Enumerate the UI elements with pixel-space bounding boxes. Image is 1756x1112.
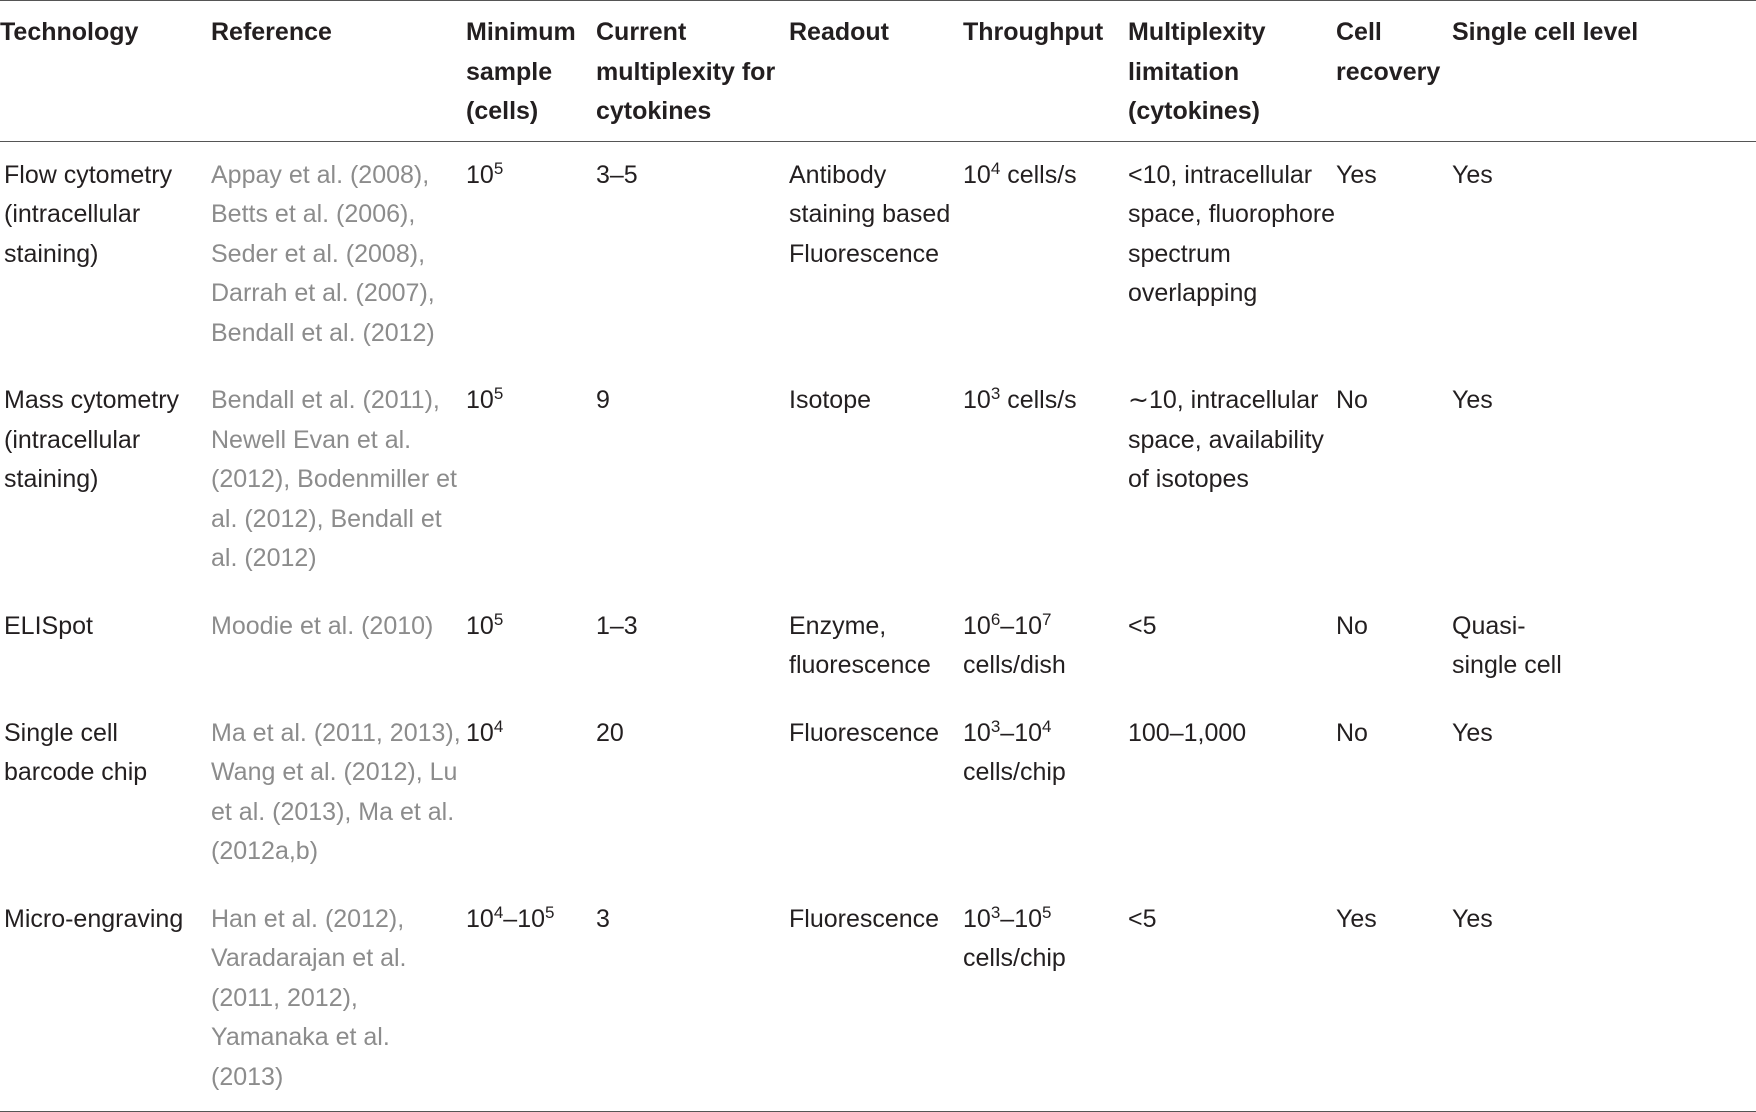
cell-technology: Flow cytometry (intracellular staining) bbox=[4, 160, 173, 268]
table-row bbox=[0, 700, 1756, 886]
cell-multiplexity: 1–3 bbox=[596, 611, 638, 640]
header-minimum-sample: Minimum sample (cells) bbox=[466, 1, 596, 142]
cell-technology: Mass cytometry (intracellular staining) bbox=[4, 386, 180, 493]
table-row bbox=[0, 367, 1756, 593]
cell-multiplexity: 20 bbox=[596, 718, 624, 747]
cell-single-cell: Quasi-single cell bbox=[1452, 611, 1562, 679]
cell-reference: Ma et al. (2011, 2013), Wang et al. (2012), Lu et al. (2013), Ma et al. (2012a,b) bbox=[211, 718, 461, 865]
cell-reference: Bendall et al. (2011), Newell Evan et al. (2012), Bodenmiller et al. (2012), Bendall et al. (2012) bbox=[211, 386, 457, 572]
cell-throughput: $10^3$ cells/s bbox=[963, 384, 1077, 414]
cell-min-sample: $10^4$ bbox=[466, 716, 504, 747]
cell-readout: Enzyme, fluorescence bbox=[789, 611, 931, 679]
cell-multiplexity: 9 bbox=[596, 386, 610, 414]
header-cell-recovery: Cell recovery bbox=[1336, 1, 1452, 142]
cell-single-cell: Yes bbox=[1452, 718, 1493, 747]
cell-single-cell: Yes bbox=[1452, 886, 1756, 1112]
cell-recovery: Yes bbox=[1336, 886, 1452, 1112]
cell-recovery: No bbox=[1336, 718, 1368, 747]
cell-limitation: <5 bbox=[1128, 886, 1336, 1112]
cell-readout: Fluorescence bbox=[789, 886, 963, 1112]
cell-min-sample: $10^5$ bbox=[466, 158, 504, 189]
table-header-row bbox=[0, 1, 1756, 142]
cell-technology: ELISpot bbox=[4, 611, 93, 640]
cell-throughput: $10^3-10^5$ cells/chip bbox=[963, 886, 1128, 1112]
table-row bbox=[0, 141, 1756, 367]
cell-throughput: $10^3-10^4$ cells/chip bbox=[963, 716, 1066, 786]
cell-readout: Antibody staining based Fluorescence bbox=[789, 160, 951, 268]
cell-readout: Isotope bbox=[789, 386, 872, 414]
header-throughput: Throughput bbox=[963, 1, 1128, 142]
cell-technology: Micro-engraving bbox=[0, 886, 211, 1112]
cell-limitation: <5 bbox=[1128, 611, 1157, 640]
cell-recovery: No bbox=[1336, 611, 1368, 640]
header-technology: Technology bbox=[0, 1, 211, 142]
cell-limitation: <10, intracellular space, fluorophore spectrum overlapping bbox=[1128, 160, 1336, 307]
header-single-cell-level: Single cell level bbox=[1452, 1, 1756, 142]
cell-single-cell: Yes bbox=[1452, 386, 1493, 414]
header-readout: Readout bbox=[789, 1, 963, 142]
cell-min-sample: $10^5$ bbox=[466, 384, 504, 414]
header-current-multiplexity: Current multiplexity for cytokines bbox=[596, 1, 789, 142]
cell-throughput: $10^6-10^7$ cells/dish bbox=[963, 609, 1066, 679]
cell-limitation: 100–1,000 bbox=[1128, 718, 1247, 747]
table-row bbox=[0, 886, 1756, 1112]
cell-min-sample: $10^4-10^5$ bbox=[466, 886, 596, 1112]
cell-reference: Appay et al. (2008), Betts et al. (2006), Seder et al. (2008), Darrah et al. (2007), Bendall et al. (2012) bbox=[211, 160, 435, 347]
header-reference: Reference bbox=[211, 1, 466, 142]
cell-multiplexity: 3 bbox=[596, 886, 789, 1112]
header-multiplexity-limitation: Multiplexity limitation (cytokines) bbox=[1128, 1, 1336, 142]
cell-throughput: $10^4$ cells/s bbox=[963, 158, 1077, 189]
cell-recovery: Yes bbox=[1336, 160, 1377, 189]
cell-reference: Moodie et al. (2010) bbox=[211, 611, 434, 640]
cell-limitation: ∼10, intracellular space, availability of isotopes bbox=[1128, 386, 1324, 493]
cell-readout: Fluorescence bbox=[789, 718, 940, 747]
cell-technology: Single cell barcode chip bbox=[4, 718, 148, 786]
cell-min-sample: $10^5$ bbox=[466, 609, 504, 640]
cell-multiplexity: 3–5 bbox=[596, 160, 638, 189]
cell-reference: Han et al. (2012), Varadarajan et al. (2011, 2012), Yamanaka et al. (2013) bbox=[211, 886, 466, 1112]
cell-recovery: No bbox=[1336, 386, 1368, 414]
cell-single-cell: Yes bbox=[1452, 160, 1493, 189]
table-row bbox=[0, 593, 1756, 700]
